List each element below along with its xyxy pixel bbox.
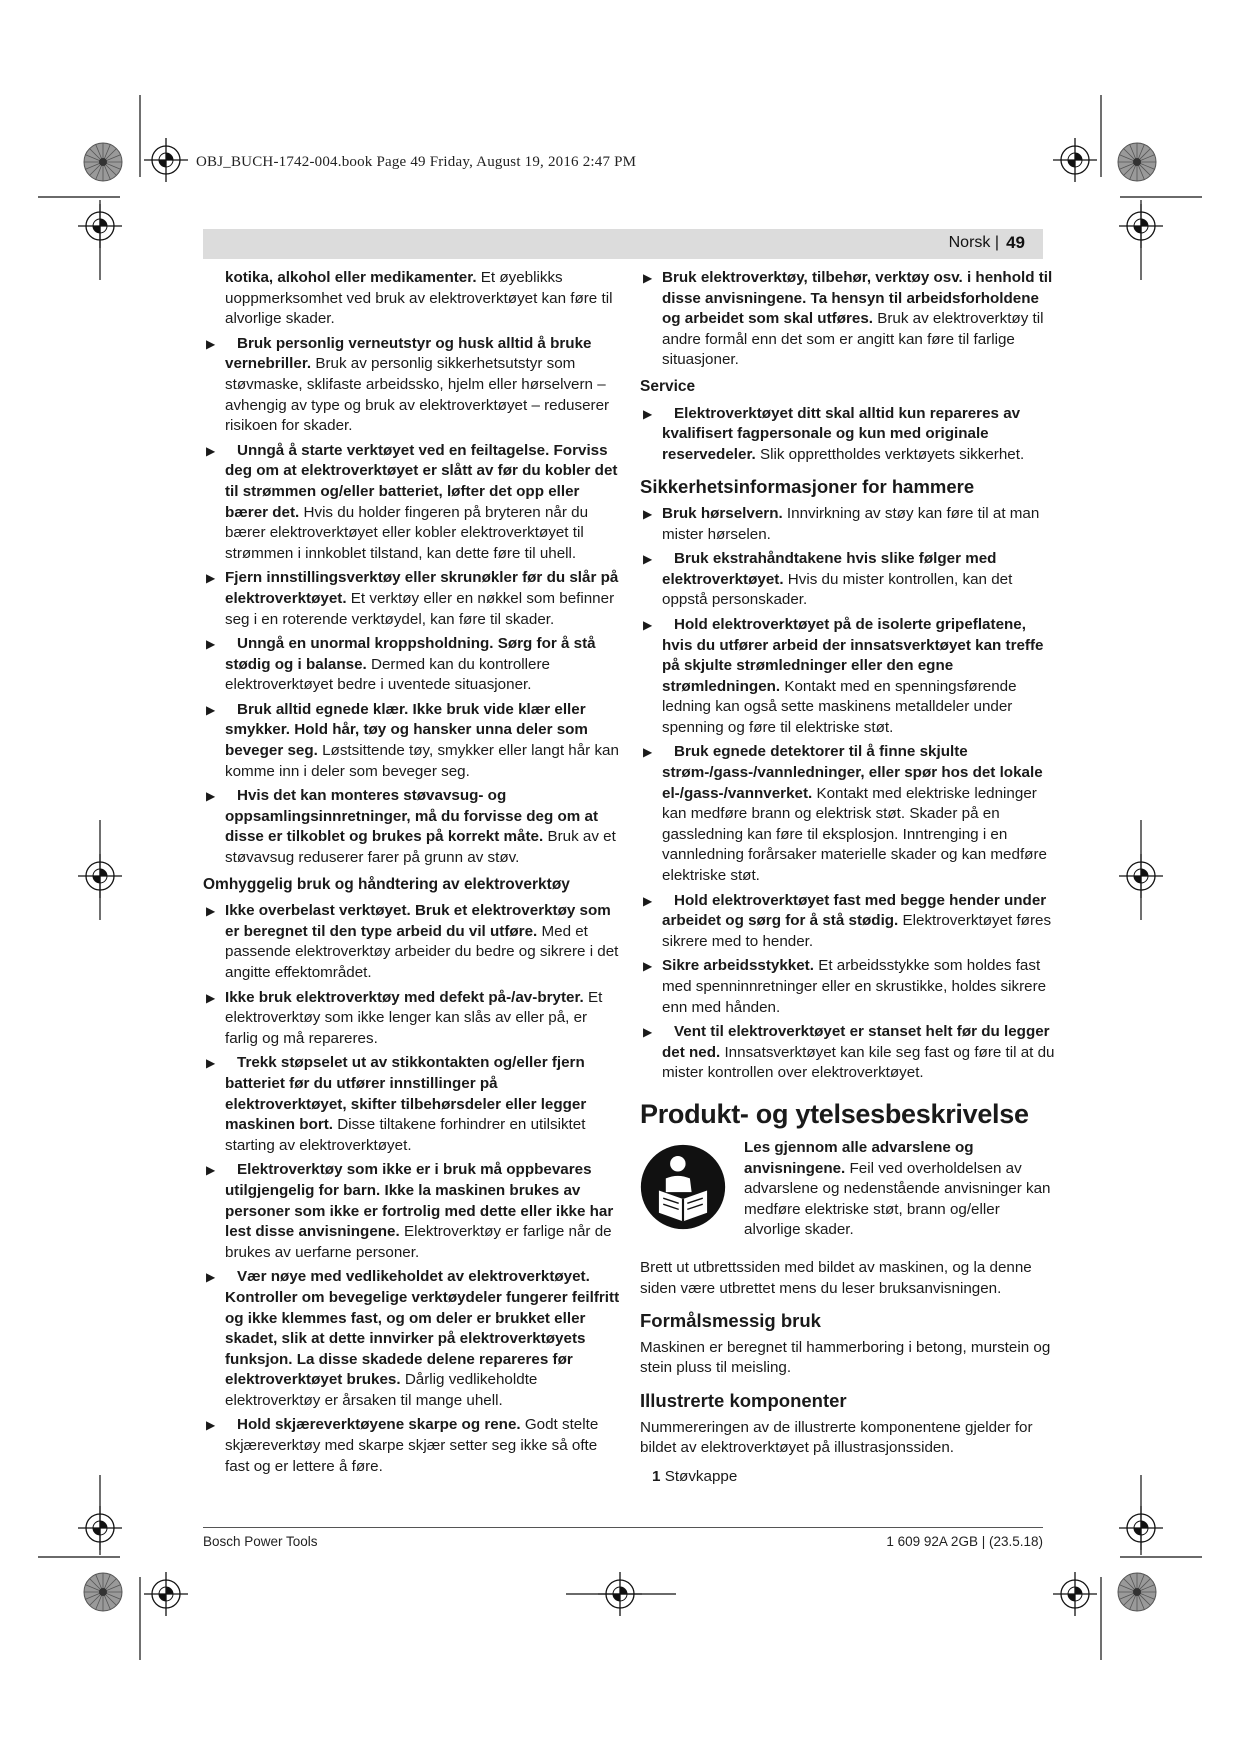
right-column (640, 268, 1060, 1487)
list-item: ▶ Hvis det kan monteres støvavsug- og oppsamlingsinnretninger, må du forvisse deg om at disse er tilkoblet og brukes på korrekt måte. Bruk av et støvavsug reduserer farer på grunn av støv. (206, 787, 616, 867)
list-item: ▶ Ikke bruk elektroverktøy med defekt på-/av-bryter. Et elektroverktøy som ikke lenger kan slås av eller på, er farlig og må repareres. (206, 988, 603, 1047)
bullet-arrow-icon: ▶ (206, 336, 216, 351)
hammer-safety-heading: Sikkerhetsinformasjoner for hammere (640, 476, 975, 498)
product-description-heading: Produkt- og ytelsesbeskrivelse (640, 1098, 1029, 1129)
list-item: ▶ Hold elektroverktøyet fast med begge hender under arbeidet og sørg for å stå stødig. Elektroverktøyet føres sikrere med to hender. (643, 891, 1052, 950)
bullet-arrow-icon: ▶ (643, 552, 653, 567)
list-item: ▶ Bruk hørselvern. Innvirkning av støy kan føre til at man mister hørselen. (643, 504, 1040, 543)
bullet-arrow-icon: ▶ (643, 893, 653, 908)
print-slug: OBJ_BUCH-1742-004.book Page 49 Friday, August 19, 2016 2:47 PM (196, 154, 637, 170)
section-subheading: Omhyggelig bruk og håndtering av elektroverktøy (203, 875, 570, 893)
bullet-arrow-icon: ▶ (206, 702, 216, 717)
intended-use-text: Maskinen er beregnet til hammerboring i betong, murstein og stein pluss til meisling. (640, 1338, 1051, 1377)
bullet-arrow-icon: ▶ (643, 506, 653, 521)
header-language: Norsk | (948, 234, 999, 251)
bullet-arrow-icon: ▶ (206, 990, 216, 1005)
bullet-arrow-icon: ▶ (643, 959, 653, 974)
list-item: ▶ Bruk personlig verneutstyr og husk alltid å bruke vernebriller. Bruk av personlig sikkerhetsutstyr som støvmaske, sklifaste arbeidssko, hjelm eller hørselvern – avhengig av type og bruk av elektroverktøyet – reduserer risikoen for skader. (206, 334, 610, 435)
list-item: ▶ Bruk alltid egnede klær. Ikke bruk vide klær eller smykker. Hold hår, tøy og hansker unna deler som beveger seg. Løstsittende tøy, smykker eller langt hår kan komme inn i deler som beveger seg. (206, 700, 619, 780)
footer-rule (203, 1527, 1043, 1528)
fold-out-note: Brett ut utbrettssiden med bildet av maskinen, og la denne siden være utbrettet mens du leser bruksanvisningen. (640, 1258, 1032, 1297)
bullet-arrow-icon: ▶ (206, 637, 216, 652)
list-item: ▶ Unngå å starte verktøyet ved en feiltagelse. Forviss deg om at elektroverktøyet er slått av før du kobler det til strømmen og/eller batteriet, løfter det opp eller bærer det. Hvis du holder fingeren på bryteren når du bærer elektroverktøyet eller kobler elektroverktøyet til strømmen i innkoblet tilstand, kan dette føre til uhell. (206, 441, 618, 562)
intro-paragraph: kotika, alkohol eller medikamenter. Et øyeblikks uoppmerksomhet ved bruk av elektroverktøyet kan føre til alvorlige skader. (225, 269, 613, 328)
intended-use-heading: Formålsmessig bruk (640, 1310, 821, 1332)
bullet-arrow-icon: ▶ (206, 789, 216, 804)
list-item: ▶ Elektroverktøyet ditt skal alltid kun repareres av kvalifisert fagpersonale og kun med originale reservedeler. Slik opprettholdes verktøyets sikkerhet. (643, 404, 1025, 463)
list-item: ▶ Hold elektroverktøyet på de isolerte gripeflatene, hvis du utfører arbeid der innsatsverktøyet kan treffe på skjulte strømledninger eller den egne strømledningen. Kontakt med en spenningsførende ledning kan også sette maskinens metalldeler under spenning og føre til elektriske støt. (643, 615, 1044, 736)
components-text: Nummereringen av de illustrerte komponentene gjelder for bildet av elektroverktøyet på illustrasjonssiden. (640, 1418, 1033, 1457)
list-item: ▶ Hold skjæreverktøyene skarpe og rene. Godt stelte skjæreverktøy med skarpe skjær setter seg ikke så ofte fast og er lettere å føre. (206, 1416, 599, 1475)
page-number: 49 (1006, 233, 1025, 252)
bullet-arrow-icon: ▶ (643, 745, 653, 760)
bullet-arrow-icon: ▶ (643, 1025, 653, 1040)
bullet-arrow-icon: ▶ (206, 1056, 216, 1071)
bullet-arrow-icon: ▶ (643, 617, 653, 632)
list-item: ▶ Bruk ekstrahåndtakene hvis slike følger med elektroverktøyet. Hvis du mister kontrollen, kan det oppstå personskader. (643, 550, 1013, 609)
running-header (203, 229, 1043, 259)
bullet-arrow-icon: ▶ (206, 904, 216, 919)
list-item: ▶ Vær nøye med vedlikeholdet av elektroverktøyet. Kontroller om bevegelige verktøydeler fungerer feilfritt og ikke klemmes fast, og om deler er brukket eller skadet, slik at dette innvirker på elektroverktøyets funksjon. La disse skadede delene repareres før elektroverktøyet brukes. Dårlig vedlikeholdte elektroverktøy er årsaken til mange uhell. (206, 1268, 620, 1409)
list-item: ▶ Trekk støpselet ut av stikkontakten og/eller fjern batteriet før du utfører innstillinger på elektroverktøyet, skifter tilbehørsdeler eller legger maskinen bort. Disse tiltakene forhindrer en utilsiktet starting av elektroverktøyet. (206, 1054, 587, 1154)
bullet-arrow-icon: ▶ (206, 1163, 216, 1178)
list-item: ▶ Sikre arbeidsstykket. Et arbeidsstykke som holdes fast med spenninnretninger eller en skrustikke, holdes sikrere enn med hånden. (643, 957, 1047, 1016)
list-item: ▶ Bruk egnede detektorer til å finne skjulte strøm-/gass-/vannledninger, eller spør hos det lokale el-/gass-/vannverket. Kontakt med elektriske ledninger kan medføre brann og elektrisk støt. Skader på en gassledning kan føre til eksplosjon. Inntrenging i en vannledning forårsaker materielle skader og kan medføre elektriske støt. (643, 743, 1047, 885)
read-warning-text: Les gjennom alle advarslene og anvisningene. Feil ved overholdelsen av advarslene og nedenstående anvisninger kan medføre elektriske støt, brann og/eller alvorlige skader. (744, 1138, 1051, 1239)
service-heading: Service (640, 377, 696, 395)
list-item: ▶ Bruk elektroverktøy, tilbehør, verktøy osv. i henhold til disse anvisningene. Ta hensyn til arbeidsforholdene og arbeidet som skal utføres. Bruk av elektroverktøy til andre formål enn det som er angitt kan føre til farlige situasjoner. (643, 269, 1053, 369)
read-instructions-block (640, 1138, 1060, 1248)
bullet-arrow-icon: ▶ (206, 1270, 216, 1285)
list-item: ▶ Fjern innstillingsverktøy eller skrunøkler før du slår på elektroverktøyet. Et verktøy eller en nøkkel som befinner seg i en roterende verktøydel, kan føre til skader. (206, 569, 619, 628)
footer-doc-number: 1 609 92A 2GB | (23.5.18) (886, 1534, 1043, 1549)
bullet-arrow-icon: ▶ (643, 271, 653, 285)
bullet-arrow-icon: ▶ (206, 443, 216, 458)
component-item: 1 Støvkappe (652, 1467, 738, 1485)
bullet-arrow-icon: ▶ (643, 406, 653, 421)
read-manual-icon (640, 1144, 726, 1230)
bullet-arrow-icon: ▶ (206, 1418, 216, 1433)
bullet-arrow-icon: ▶ (206, 571, 216, 586)
list-item: ▶ Vent til elektroverktøyet er stanset helt før du legger det ned. Innsatsverktøyet kan kile seg fast og føre til at du mister kontrollen over elektroverktøyet. (643, 1023, 1055, 1082)
left-column (203, 268, 621, 1481)
list-item: ▶ Ikke overbelast verktøyet. Bruk et elektroverktøy som er beregnet til den type arbeid du vil utføre. Med et passende elektroverktøy arbeider du bedre og sikrere i det angitte effektområdet. (206, 902, 619, 981)
components-heading: Illustrerte komponenter (640, 1389, 847, 1411)
list-item: ▶ Elektroverktøy som ikke er i bruk må oppbevares utilgjengelig for barn. Ikke la maskinen brukes av personer som ikke er fortrolig med dette eller ikke har lest disse anvisningene. Elektroverktøy er farlige når de brukes av uerfarne personer. (206, 1161, 614, 1261)
list-item: ▶ Unngå en unormal kroppsholdning. Sørg for å stå stødig og i balanse. Dermed kan du kontrollere elektroverktøyet bedre i uventede situasjoner. (206, 635, 596, 694)
footer-brand: Bosch Power Tools (203, 1534, 318, 1549)
